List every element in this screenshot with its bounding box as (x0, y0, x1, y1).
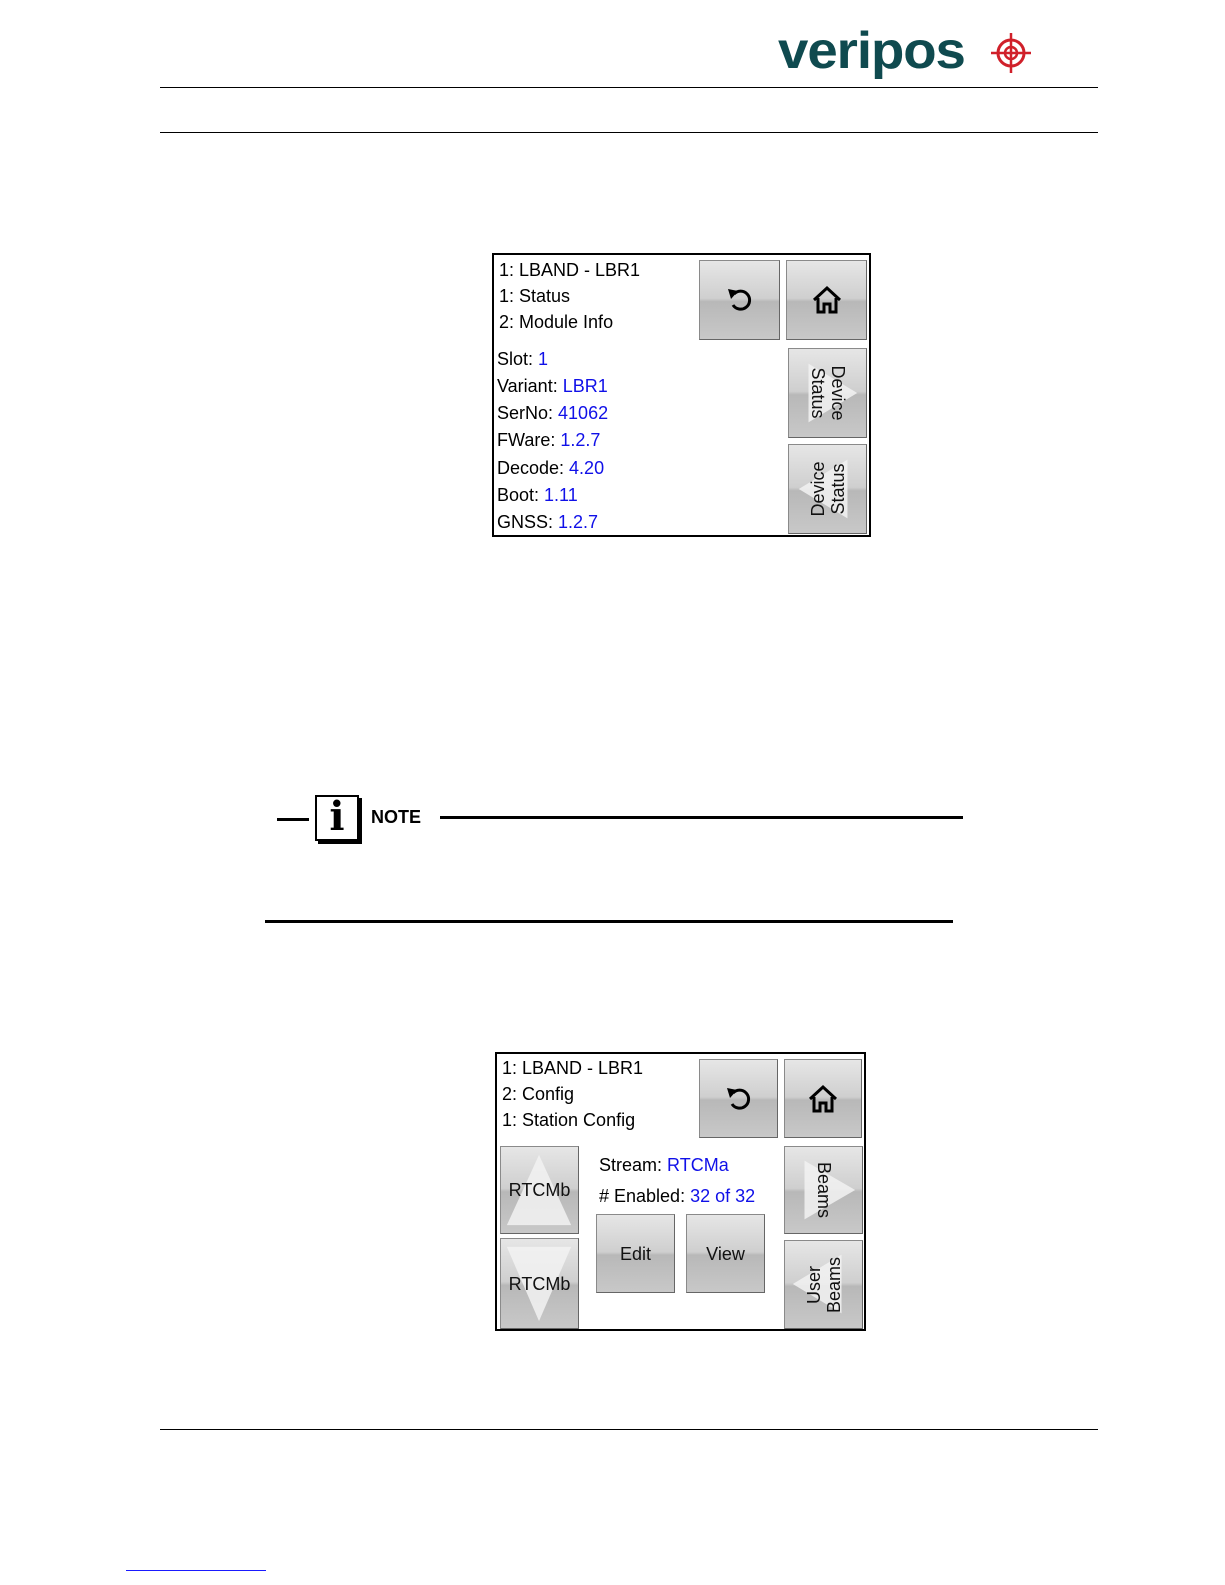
home-button[interactable] (784, 1059, 862, 1138)
home-icon (811, 285, 843, 315)
module-info-screen (492, 253, 871, 537)
field-decode: Decode: 4.20 (497, 458, 605, 478)
prev-device-status-button[interactable] (788, 444, 867, 534)
note-label: NOTE (371, 807, 422, 827)
field-fware: FWare: 1.2.7 (497, 430, 601, 450)
next-button-label: Device Status (807, 365, 848, 421)
rtcmb-down-label: RTCMb (508, 1273, 571, 1294)
logo-text: veripos (778, 22, 965, 80)
info-icon: i (315, 795, 359, 841)
note-rule-right (440, 816, 963, 819)
prev-user-beams-label: User Beams (803, 1256, 844, 1313)
field-serno: SerNo: 41062 (497, 403, 609, 423)
note-rule-left (277, 818, 309, 821)
breadcrumb-line-3: 2: Module Info (499, 312, 614, 332)
note-rule-bottom (265, 920, 953, 923)
home-button[interactable] (786, 260, 867, 340)
breadcrumb-line-2: 1: Status (499, 286, 571, 306)
edit-button[interactable]: Edit (596, 1214, 675, 1293)
prev-button-label: Device Status (807, 461, 848, 517)
breadcrumb-line-1: 1: LBAND - LBR1 (502, 1058, 644, 1078)
header-rule-bottom (160, 132, 1098, 133)
station-config-screen (495, 1052, 866, 1331)
veripos-logo (778, 22, 1038, 80)
stream-field: Stream: RTCMa (599, 1155, 729, 1175)
breadcrumb-line-1: 1: LBAND - LBR1 (499, 260, 641, 280)
rtcmb-up-button[interactable] (500, 1146, 579, 1234)
header-rule-top (160, 87, 1098, 88)
view-button[interactable]: View (686, 1214, 765, 1293)
field-slot: Slot: 1 (497, 349, 549, 369)
back-button[interactable] (699, 1059, 778, 1138)
rtcmb-down-button[interactable] (500, 1238, 579, 1329)
next-beams-label: Beams (813, 1161, 834, 1219)
field-gnss: GNSS: 1.2.7 (497, 512, 599, 532)
next-device-status-button[interactable] (788, 348, 867, 438)
undo-arrow-icon (724, 1084, 754, 1114)
footer-rule (160, 1429, 1098, 1430)
undo-arrow-icon (725, 285, 755, 315)
rtcmb-up-label: RTCMb (508, 1180, 571, 1200)
breadcrumb-line-2: 2: Config (502, 1084, 575, 1104)
field-variant: Variant: LBR1 (497, 376, 608, 396)
field-boot: Boot: 1.11 (497, 485, 578, 505)
footer-link-underline[interactable] (126, 1570, 266, 1571)
target-crosshair-icon (990, 32, 1032, 74)
back-button[interactable] (699, 260, 780, 340)
enabled-field: # Enabled: 32 of 32 (599, 1186, 756, 1206)
home-icon (807, 1084, 839, 1114)
breadcrumb-line-3: 1: Station Config (502, 1110, 636, 1130)
prev-user-beams-button[interactable] (784, 1240, 863, 1329)
next-beams-button[interactable] (784, 1146, 863, 1234)
